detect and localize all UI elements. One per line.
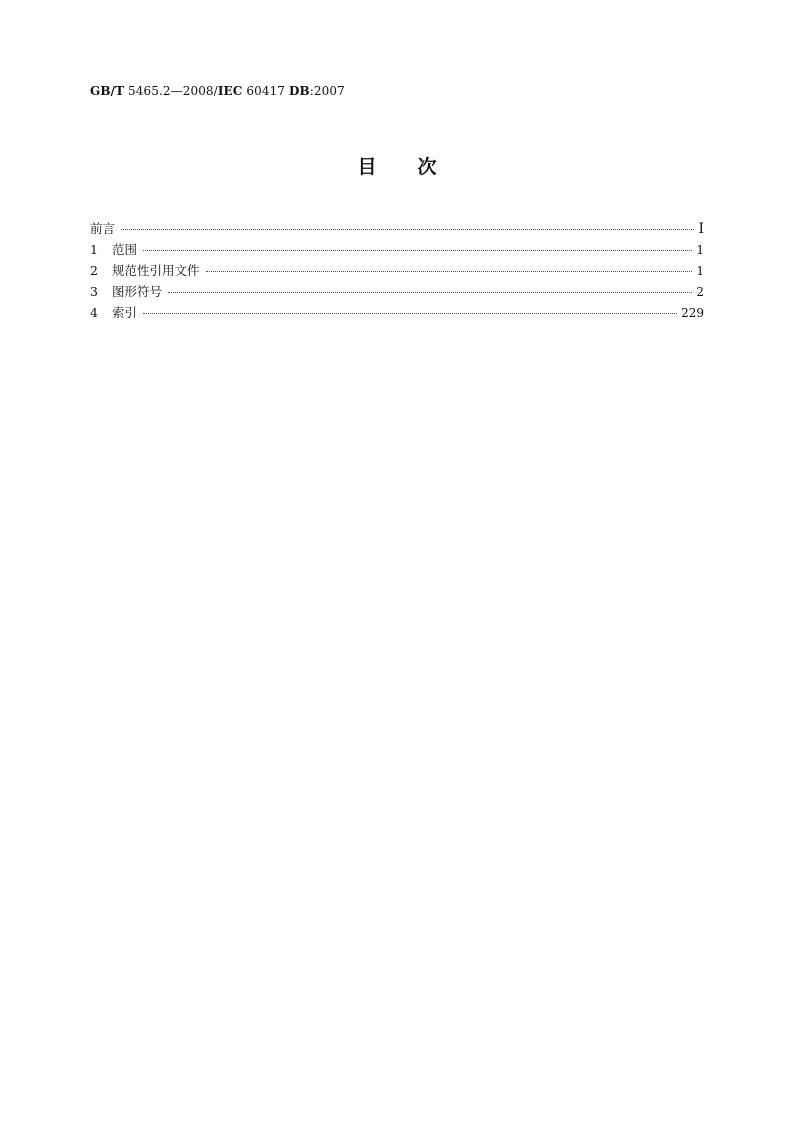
toc-entry-number: 2 [90, 263, 98, 278]
db-suffix: :2007 [309, 84, 345, 98]
toc-entry-label: 前言 [90, 221, 116, 236]
toc-entry-label: 规范性引用文件 [112, 263, 200, 278]
toc-entry-graphical-symbols[interactable] [90, 281, 704, 302]
dot-leader [168, 291, 692, 293]
toc-entry-page: 1 [696, 243, 704, 257]
toc-entry-page: 1 [696, 264, 704, 278]
dot-leader [143, 312, 677, 314]
toc-entry-page: I [698, 221, 704, 237]
document-header [90, 84, 345, 98]
toc-entry-page: 229 [681, 306, 704, 320]
toc-entry-number: 3 [90, 284, 98, 299]
toc-entry-number: 4 [90, 305, 98, 320]
toc-title: 目次 [357, 156, 478, 178]
iec-label: IEC [217, 84, 243, 98]
toc-entry-foreword[interactable] [90, 218, 704, 239]
toc-entry-label: 索引 [112, 305, 138, 320]
standard-prefix: GB/T [90, 84, 125, 98]
dot-leader [121, 228, 694, 230]
toc-entry-index[interactable] [90, 302, 704, 323]
iec-number: 60417 [246, 84, 286, 98]
toc-entry-scope[interactable] [90, 239, 704, 260]
toc-entry-label: 范围 [112, 242, 138, 257]
toc-entry-label: 图形符号 [112, 284, 163, 299]
dot-leader [206, 270, 693, 272]
dot-leader [143, 249, 692, 251]
db-label: DB [288, 84, 310, 98]
table-of-contents [90, 218, 704, 323]
toc-entry-normative-references[interactable] [90, 260, 704, 281]
standard-number: 5465.2—2008/ [128, 84, 218, 98]
toc-entry-number: 1 [90, 242, 98, 257]
toc-entry-page: 2 [696, 285, 704, 299]
